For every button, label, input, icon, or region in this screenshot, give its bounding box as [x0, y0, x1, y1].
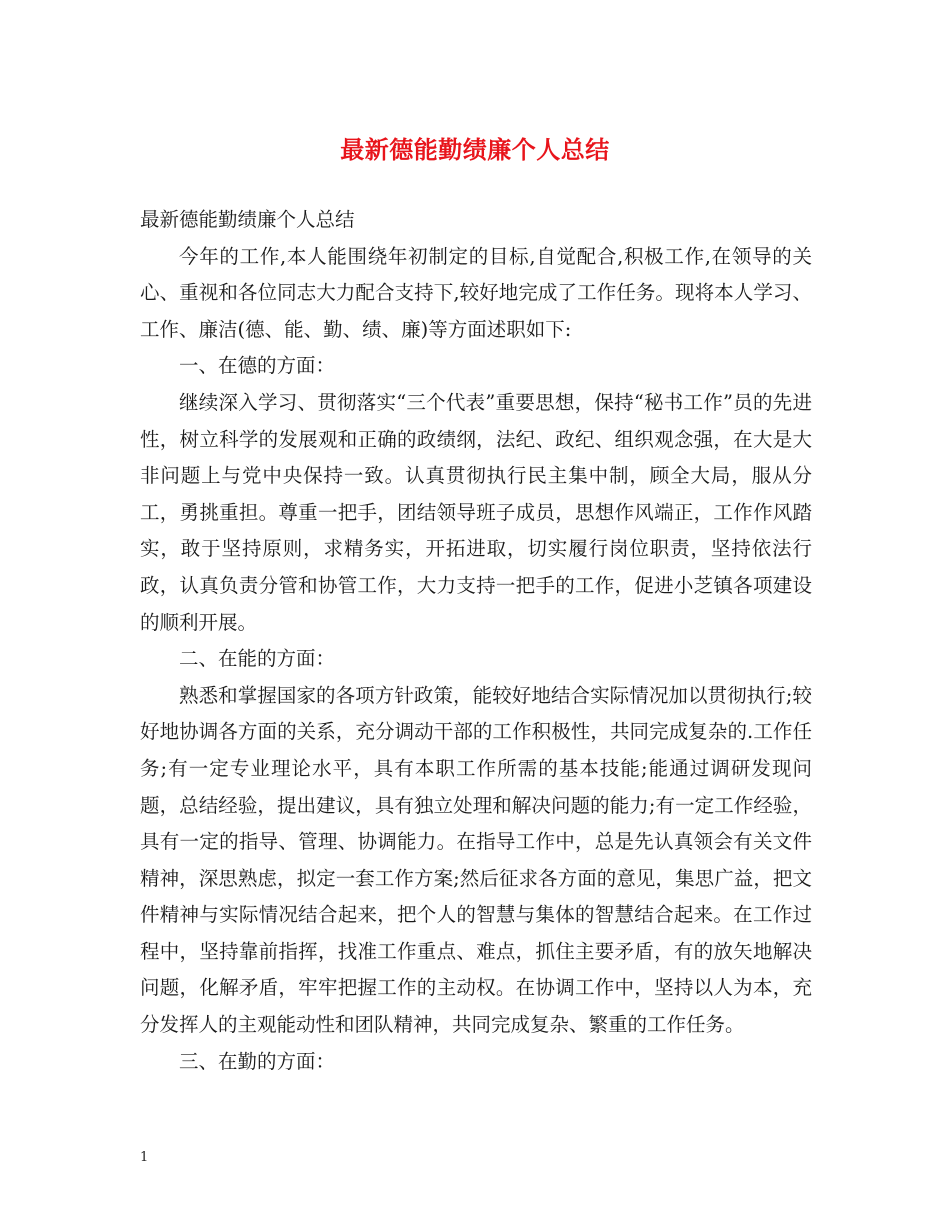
page-number: 1	[140, 1150, 149, 1165]
document-title: 最新德能勤绩廉个人总结	[340, 135, 610, 164]
section-heading-de: 一、在德的方面：	[179, 354, 336, 378]
section-heading-neng: 二、在能的方面：	[179, 647, 336, 671]
section-heading-qin: 三、在勤的方面：	[179, 1049, 336, 1073]
document-body	[140, 202, 812, 1080]
paragraph-de: 继续深入学习、贯彻落实“三个代表”重要思想，保持“秘书工作”员的先进性，树立科学的发展观和正确的政绩纲，法纪、政纪、组织观念强，在大是大非问题上与党中央保持一致。认真贯彻执行民主集中制，顾全大局，服从分工，勇挑重担。尊重一把手，团结领导班子成员，思想作风端正，工作作风踏实，敢于坚持原则，求精务实，开拓进取，切实履行岗位职责，坚持依法行政，认真负责分管和协管工作，大力支持一把手的工作，促进小芝镇各项建设的顺利开展。	[140, 390, 812, 634]
paragraph-intro: 今年的工作,本人能围绕年初制定的目标,自觉配合,积极工作,在领导的关心、重视和各位同志大力配合支持下,较好地完成了工作任务。现将本人学习、工作、廉洁(德、能、勤、绩、廉)等方面述职如下:	[140, 244, 812, 341]
paragraph-neng: 熟悉和掌握国家的各项方针政策，能较好地结合实际情况加以贯彻执行;较好地协调各方面的关系，充分调动干部的工作积极性，共同完成复杂的.工作任务;有一定专业理论水平，具有本职工作所需的基本技能;能通过调研发现问题，总结经验，提出建议，具有独立处理和解决问题的能力;有一定工作经验，具有一定的指导、管理、协调能力。在指导工作中，总是先认真领会有关文件精神，深思熟虑，拟定一套工作方案;然后征求各方面的意见，集思广益，把文件精神与实际情况结合起来，把个人的智慧与集体的智慧结合起来。在工作过程中，坚持靠前指挥，找准工作重点、难点，抓住主要矛盾，有的放矢地解决问题，化解矛盾，牢牢把握工作的主动权。在协调工作中，坚持以人为本，充分发挥人的主观能动性和团队精神，共同完成复杂、繁重的工作任务。	[140, 683, 812, 1037]
paragraph-heading: 最新德能勤绩廉个人总结	[140, 208, 355, 231]
